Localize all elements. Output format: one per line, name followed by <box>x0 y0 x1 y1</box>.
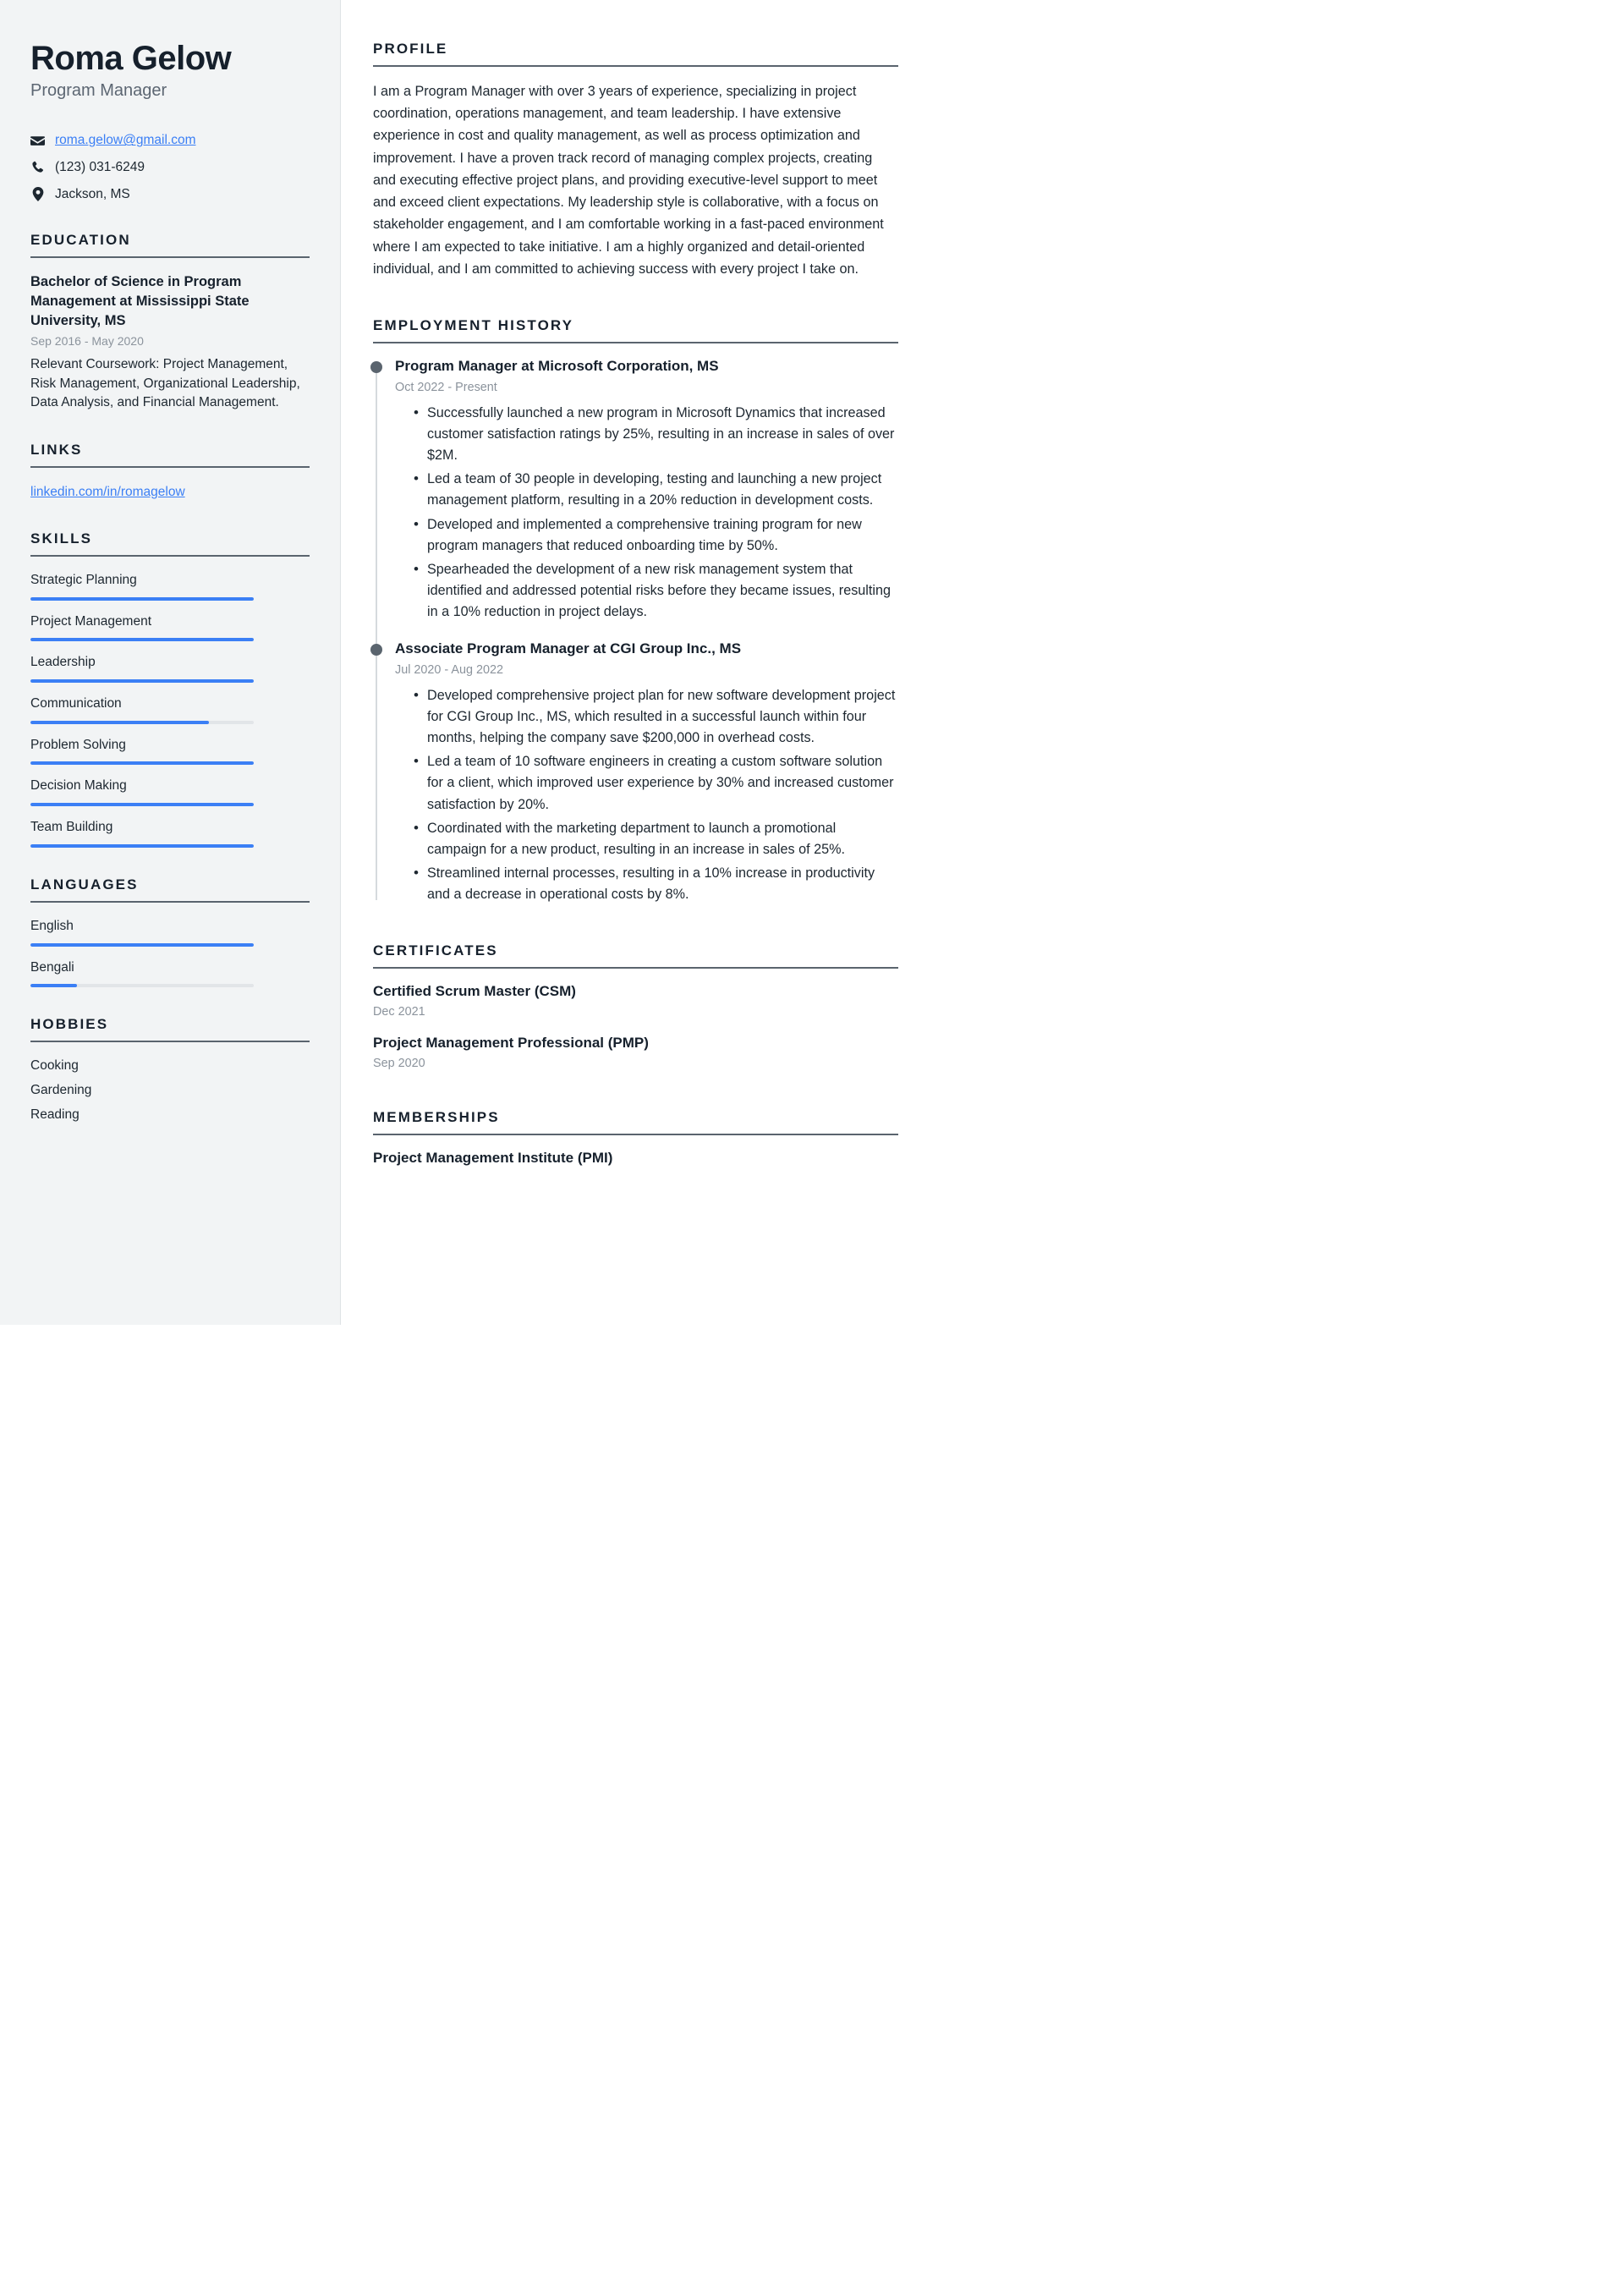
employment-bullet-list <box>395 685 898 905</box>
skill-label: Communication <box>30 696 122 711</box>
section-certificates <box>373 942 898 1072</box>
employment-entry <box>373 357 898 623</box>
language-label: Bengali <box>30 959 74 975</box>
employment-timeline <box>373 357 898 905</box>
skill-item <box>30 736 310 766</box>
hobby-item: Reading <box>30 1107 80 1123</box>
hobby-item: Cooking <box>30 1058 79 1074</box>
certificate-entry <box>373 982 898 1020</box>
contact-location <box>30 185 310 204</box>
employment-bullet: • Led a team of 30 people in developing, testing and launching a new project management platform, resulting in a 20% reduction in development costs. <box>414 469 898 511</box>
skill-bar-track <box>30 844 254 848</box>
skill-label: Team Building <box>30 820 113 835</box>
language-bar-track <box>30 984 254 987</box>
employment-heading: EMPLOYMENT HISTORY <box>373 317 574 334</box>
employment-bullet: • Developed comprehensive project plan for new software development project for CGI Group Inc., MS, which resulted in a successful launch within four months, helping the company save $200,000 in overhead costs. <box>414 685 898 749</box>
employment-date: Oct 2022 - Present <box>395 380 497 394</box>
education-date: Sep 2016 - May 2020 <box>30 333 144 348</box>
employment-bullet: • Coordinated with the marketing department to launch a promotional campaign for a new product, resulting in an increase in sales of 25%. <box>414 818 898 860</box>
certificates-heading: CERTIFICATES <box>373 942 498 959</box>
skill-bar-track <box>30 761 254 765</box>
education-description: Relevant Coursework: Project Management, Risk Management, Organizational Leadership, Data Analysis, and Financial Management. <box>30 357 300 410</box>
language-bar-fill <box>30 943 254 947</box>
candidate-name: Roma Gelow <box>30 40 232 77</box>
section-employment <box>373 317 898 905</box>
section-memberships <box>373 1109 898 1168</box>
link-linkedin[interactable]: linkedin.com/in/romagelow <box>30 484 185 499</box>
certificates-list <box>373 982 898 1072</box>
skill-bar-track <box>30 721 254 724</box>
certificate-entry <box>373 1034 898 1072</box>
skill-bar-fill <box>30 844 254 848</box>
skill-bar-fill <box>30 597 254 601</box>
memberships-rule <box>373 1134 898 1135</box>
sidebar <box>0 0 341 1325</box>
section-profile <box>373 41 898 280</box>
language-item <box>30 958 310 988</box>
memberships-list <box>373 1149 898 1168</box>
employment-bullet: • Successfully launched a new program in Microsoft Dynamics that increased customer satisfaction ratings by 25%, resulting in an increase in sales of over $2M. <box>414 403 898 466</box>
certificate-date: Dec 2021 <box>373 1004 425 1019</box>
skill-bar-track <box>30 597 254 601</box>
employment-rule <box>373 342 898 343</box>
hobbies-list <box>30 1057 310 1125</box>
skills-heading: SKILLS <box>30 530 93 547</box>
skill-item <box>30 777 310 806</box>
skill-bar-fill <box>30 721 209 724</box>
languages-heading: LANGUAGES <box>30 876 139 893</box>
main-content <box>341 0 930 1325</box>
contact-location-text: Jackson, MS <box>55 186 130 201</box>
skill-bar-track <box>30 803 254 806</box>
certificate-title: Project Management Professional (PMP) <box>373 1035 649 1052</box>
candidate-role: Program Manager <box>30 81 167 101</box>
employment-bullet: • Led a team of 10 software engineers in creating a custom software solution for a client, which improved user experience by 30% and increased customer satisfaction by 20%. <box>414 751 898 815</box>
skill-item <box>30 612 310 642</box>
hobby-item: Gardening <box>30 1083 92 1098</box>
employment-bullet-list <box>395 403 898 623</box>
employment-bullet: • Developed and implemented a comprehensive training program for new program managers that reduced onboarding time by 50%. <box>414 514 898 557</box>
links-heading: LINKS <box>30 441 83 458</box>
contact-email-link[interactable]: roma.gelow@gmail.com <box>55 133 196 148</box>
language-bar-track <box>30 943 254 947</box>
section-links <box>30 442 310 502</box>
skill-label: Decision Making <box>30 778 127 794</box>
section-hobbies <box>30 1016 310 1125</box>
language-bar-fill <box>30 984 77 987</box>
location-pin-icon <box>30 187 45 201</box>
education-title: Bachelor of Science in Program Management at Mississippi State University, MS <box>30 274 250 328</box>
language-label: English <box>30 918 74 933</box>
skill-item <box>30 818 310 848</box>
resume-page <box>0 0 930 1325</box>
contact-list <box>30 131 310 203</box>
skill-bar-fill <box>30 638 254 641</box>
employment-entry <box>373 640 898 905</box>
section-education <box>30 232 310 412</box>
contact-email[interactable] <box>30 131 310 150</box>
skill-bar-track <box>30 638 254 641</box>
employment-title: Associate Program Manager at CGI Group Inc., MS <box>395 640 742 657</box>
contact-phone <box>30 158 310 177</box>
section-skills <box>30 530 310 848</box>
profile-text: I am a Program Manager with over 3 years of experience, specializing in project coordination, operations management, and team leadership. I have extensive experience in cost and quality management, as well as process optimization and improvement. I have a proven track record of managing complex projects, creating and executing effective project plans, and providing executive-level support to meet and exceed client expectations. My leadership style is collaborative, with a focus on stakeholder engagement, and I am comfortable working in a fast-paced environment where I am expected to take initiative. I am a highly organized and detail-oriented individual, and I am committed to achieving success with every project I take on. <box>373 84 884 277</box>
profile-heading: PROFILE <box>373 41 448 57</box>
certificates-rule <box>373 967 898 969</box>
employment-bullet: • Streamlined internal processes, resulting in a 10% increase in productivity and a decrease in operational costs by 8%. <box>414 863 898 905</box>
skills-list <box>30 571 310 848</box>
employment-title: Program Manager at Microsoft Corporation, MS <box>395 358 719 375</box>
education-heading: EDUCATION <box>30 232 131 249</box>
languages-rule <box>30 901 310 903</box>
contact-phone-text: (123) 031-6249 <box>55 160 145 175</box>
skill-bar-fill <box>30 761 254 765</box>
membership-title: Project Management Institute (PMI) <box>373 1149 613 1166</box>
skill-item <box>30 695 310 724</box>
skill-label: Project Management <box>30 613 152 629</box>
languages-list <box>30 917 310 987</box>
skill-bar-fill <box>30 679 254 683</box>
language-item <box>30 917 310 947</box>
skill-bar-fill <box>30 803 254 806</box>
phone-icon <box>30 160 45 174</box>
certificate-title: Certified Scrum Master (CSM) <box>373 983 576 1000</box>
skill-label: Problem Solving <box>30 737 126 752</box>
email-icon <box>30 134 45 148</box>
education-rule <box>30 256 310 258</box>
skill-label: Leadership <box>30 655 96 670</box>
hobbies-heading: HOBBIES <box>30 1016 109 1033</box>
skills-rule <box>30 555 310 557</box>
skill-bar-track <box>30 679 254 683</box>
links-rule <box>30 466 310 468</box>
certificate-date: Sep 2020 <box>373 1056 425 1070</box>
profile-rule <box>373 65 898 67</box>
section-languages <box>30 876 310 987</box>
skill-item <box>30 571 310 601</box>
employment-date: Jul 2020 - Aug 2022 <box>395 662 504 677</box>
skill-item <box>30 653 310 683</box>
memberships-heading: MEMBERSHIPS <box>373 1108 500 1125</box>
skill-label: Strategic Planning <box>30 573 137 587</box>
hobbies-rule <box>30 1041 310 1042</box>
education-entry <box>30 272 310 412</box>
employment-bullet: • Spearheaded the development of a new risk management system that identified and addressed potential risks before they became issues, resulting in a 10% reduction in project delays. <box>414 559 898 623</box>
